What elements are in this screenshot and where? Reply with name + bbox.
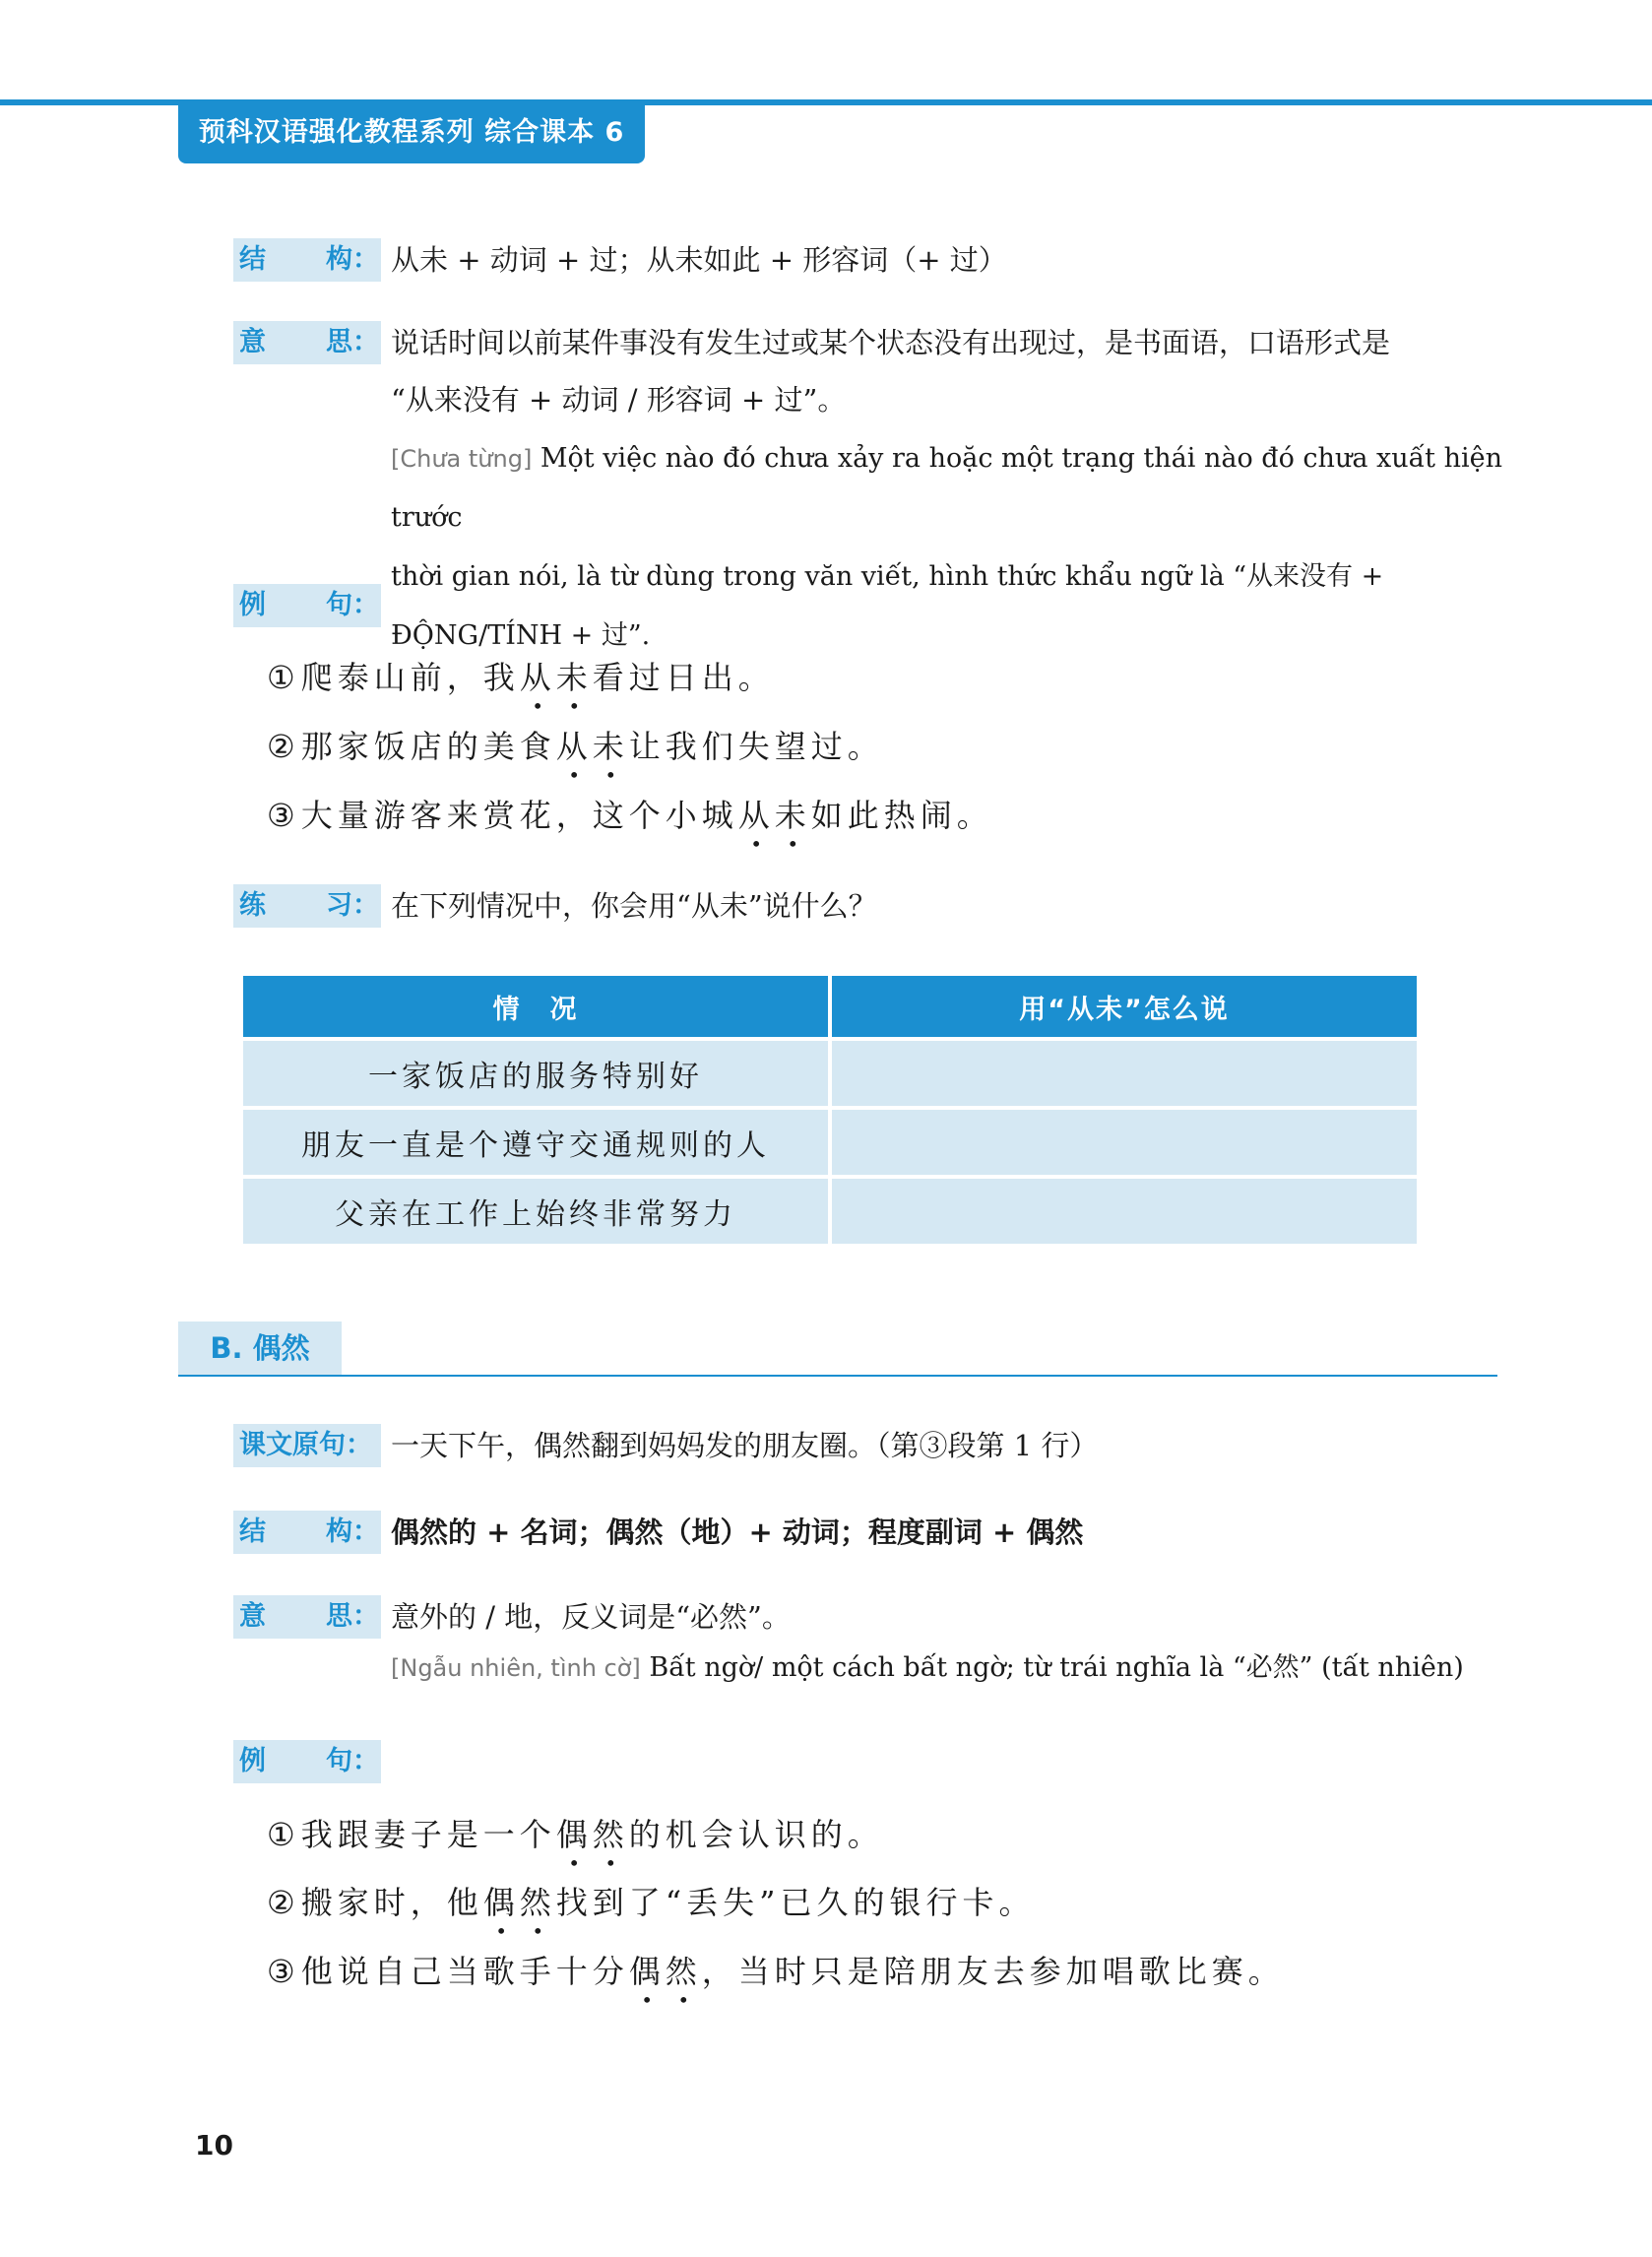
emphasized-char: 从 [555, 728, 593, 765]
vietnamese-line-2: thời gian nói, là từ dùng trong văn viết, hình thức khẩu ngữ là “从来没有 + ĐỘNG/TÍNH + 过”. [391, 561, 1384, 651]
practice-label: 练 习： [233, 884, 381, 928]
section-b-title: B. 偶然 [178, 1322, 342, 1376]
column-header-situation: 情 况 [243, 976, 828, 1037]
original-sentence-label: 课文原句： [233, 1424, 381, 1467]
answer-cell[interactable] [832, 1110, 1417, 1175]
structure-text: 从未 + 动词 + 过；从未如此 + 形容词（+ 过） [391, 243, 1007, 277]
meaning-line-1: 说话时间以前某件事没有发生过或某个状态没有出现过，是书面语，口语形式是 [391, 326, 1391, 359]
structure-text: 偶然的 + 名词；偶然（地）+ 动词；程度副词 + 偶然 [391, 1515, 1084, 1549]
example-sentence: ① 爬泰山前，我从未看过日出。 [267, 659, 775, 696]
meaning-label: 意 思： [233, 321, 381, 364]
example-sentence: ② 搬家时，他偶然找到了“丢失”已久的银行卡。 [267, 1884, 1036, 1921]
vietnamese-tag: [Chưa từng] [391, 445, 533, 473]
examples-label: 例 句： [233, 1740, 381, 1783]
vietnamese-tag: [Ngẫu nhiên, tình cờ] [391, 1654, 641, 1682]
emphasized-char: 然 [592, 1816, 629, 1853]
meaning-vietnamese [391, 429, 1503, 666]
meaning-vietnamese [391, 1639, 1503, 1698]
table-row [243, 1179, 1417, 1244]
practice-table [239, 972, 1421, 1248]
example-sentence: ② 那家饭店的美食从未让我们失望过。 [267, 728, 884, 765]
meaning-label: 意 思： [233, 1595, 381, 1639]
answer-cell[interactable] [832, 1179, 1417, 1244]
situation-cell: 父亲在工作上始终非常努力 [243, 1179, 828, 1244]
structure-label: 结 构： [233, 238, 381, 282]
example-sentence: ③ 大量游客来赏花，这个小城从未如此热闹。 [267, 797, 993, 834]
vietnamese-line-1: Một việc nào đó chưa xảy ra hoặc một trạng thái nào đó chưa xuất hiện trước [391, 443, 1502, 533]
original-sentence-text: 一天下午，偶然翻到妈妈发的朋友圈。（第③段第 1 行） [391, 1429, 1099, 1462]
series-title-tab: 预科汉语强化教程系列 综合课本 6 [178, 102, 645, 163]
example-sentence: ① 我跟妻子是一个偶然的机会认识的。 [267, 1816, 884, 1853]
meaning-row-b [233, 1595, 1503, 1713]
emphasized-char: 偶 [628, 1953, 666, 1990]
page-number: 10 [195, 2129, 233, 2161]
situation-cell: 一家饭店的服务特别好 [243, 1041, 828, 1106]
section-b-rule [178, 1375, 1497, 1377]
answer-cell[interactable] [832, 1041, 1417, 1106]
emphasized-char: 从 [519, 659, 556, 696]
table-row [243, 1041, 1417, 1106]
emphasized-char: 未 [774, 797, 811, 834]
structure-label: 结 构： [233, 1511, 381, 1554]
vietnamese-text: Bất ngờ/ một cách bất ngờ; từ trái nghĩa là “必然” (tất nhiên) [649, 1652, 1464, 1683]
example-sentence: ③ 他说自己当歌手十分偶然，当时只是陪朋友去参加唱歌比赛。 [267, 1953, 1285, 1990]
emphasized-char: 偶 [482, 1884, 520, 1921]
emphasized-char: 未 [555, 659, 593, 696]
emphasized-char: 偶 [555, 1816, 593, 1853]
meaning-line-1: 意外的 / 地，反义词是“必然”。 [391, 1600, 791, 1634]
emphasized-char: 然 [519, 1884, 556, 1921]
emphasized-char: 然 [665, 1953, 702, 1990]
emphasized-char: 未 [592, 728, 629, 765]
table-row [243, 1110, 1417, 1175]
situation-cell: 朋友一直是个遵守交通规则的人 [243, 1110, 828, 1175]
column-header-answer: 用“从未”怎么说 [832, 976, 1417, 1037]
emphasized-char: 从 [737, 797, 775, 834]
practice-prompt: 在下列情况中，你会用“从未”说什么？ [391, 889, 877, 923]
meaning-line-2: “从来没有 + 动词 / 形容词 + 过”。 [391, 383, 847, 417]
examples-label: 例 句： [233, 584, 381, 627]
